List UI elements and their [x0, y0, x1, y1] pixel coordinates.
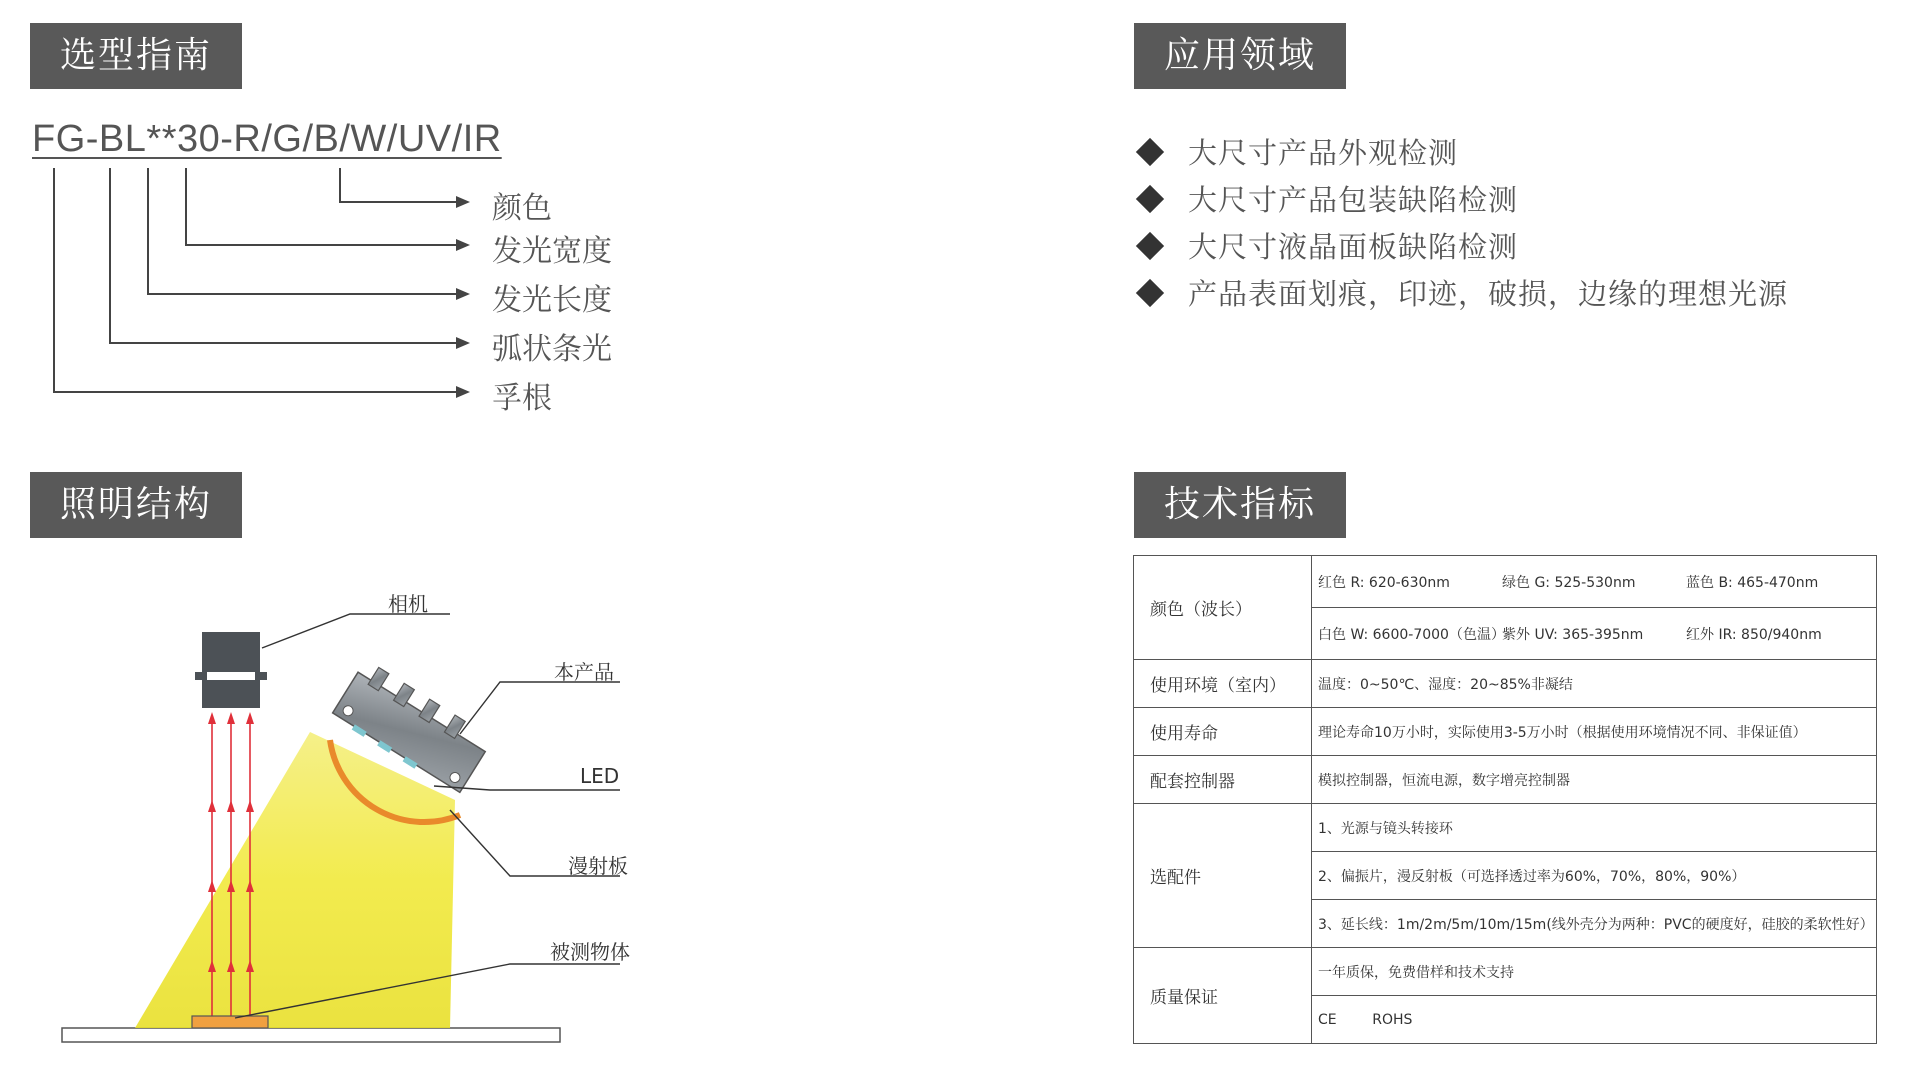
model-code: FG-BL**30-R/G/B/W/UV/IR [32, 118, 502, 160]
spec-val-env: 温度：0~50℃、湿度：20~85%非凝结 [1312, 660, 1877, 708]
spec-key-color: 颜色（波长） [1134, 556, 1312, 660]
application-list [1134, 128, 1788, 316]
application-item: 产品表面划痕，印迹，破损，边缘的理想光源 [1134, 269, 1788, 316]
application-item: 大尺寸产品包装缺陷检测 [1134, 175, 1788, 222]
diamond-bullet-icon [1136, 137, 1164, 165]
base-plate [62, 1028, 560, 1042]
spec-val-accessory-3: 3、延长线：1m/2m/5m/10m/15m(线外壳分为两种：PVC的硬度好，硅胶的柔软性好） [1312, 900, 1877, 948]
spec-key-life: 使用寿命 [1134, 708, 1312, 756]
spec-colors-row2: 白色 W: 6600-7000（色温） 紫外 UV: 365-395nm 红外 IR: 850/940nm [1312, 608, 1877, 660]
spec-val-quality-2: CE ROHS [1312, 996, 1877, 1044]
diamond-bullet-icon [1136, 278, 1164, 306]
guide-label-width: 发光宽度 [492, 234, 612, 269]
label-led: LED [580, 764, 620, 788]
spec-colors-row1: 红色 R: 620-630nm 绿色 G: 525-530nm 蓝色 B: 465-470nm [1312, 556, 1877, 608]
section-title-technical-spec: 技术指标 [1134, 472, 1346, 538]
spec-key-controller: 配套控制器 [1134, 756, 1312, 804]
label-diffuser: 漫射板 [568, 854, 628, 878]
camera-icon [195, 632, 267, 708]
spec-val-accessory-1: 1、光源与镜头转接环 [1312, 804, 1877, 852]
guide-label-brand: 孚根 [492, 381, 552, 416]
section-title-selection-guide: 选型指南 [30, 23, 242, 89]
section-title-lighting-structure: 照明结构 [30, 472, 242, 538]
spec-key-quality: 质量保证 [1134, 948, 1312, 1044]
section-title-application: 应用领域 [1134, 23, 1346, 89]
spec-val-accessory-2: 2、偏振片，漫反射板（可选择透过率为60%，70%，80%，90%） [1312, 852, 1877, 900]
spec-table [1133, 555, 1877, 1044]
spec-val-controller: 模拟控制器，恒流电源，数字增亮控制器 [1312, 756, 1877, 804]
test-object [192, 1016, 268, 1028]
application-item: 大尺寸液晶面板缺陷检测 [1134, 222, 1788, 269]
label-product: 本产品 [554, 660, 614, 684]
spec-val-life: 理论寿命10万小时，实际使用3-5万小时（根据使用环境情况不同、非保证值） [1312, 708, 1877, 756]
guide-label-color: 颜色 [492, 191, 552, 226]
lighting-structure-diagram [40, 560, 660, 1064]
application-item: 大尺寸产品外观检测 [1134, 128, 1788, 175]
guide-label-length: 发光长度 [492, 283, 612, 318]
spec-key-env: 使用环境（室内） [1134, 660, 1312, 708]
diamond-bullet-icon [1136, 231, 1164, 259]
spec-key-accessories: 选配件 [1134, 804, 1312, 948]
spec-val-quality-1: 一年质保，免费借样和技术支持 [1312, 948, 1877, 996]
guide-label-arc-bar: 弧状条光 [492, 332, 612, 367]
label-camera: 相机 [388, 592, 428, 616]
label-object: 被测物体 [550, 940, 630, 964]
diamond-bullet-icon [1136, 184, 1164, 212]
